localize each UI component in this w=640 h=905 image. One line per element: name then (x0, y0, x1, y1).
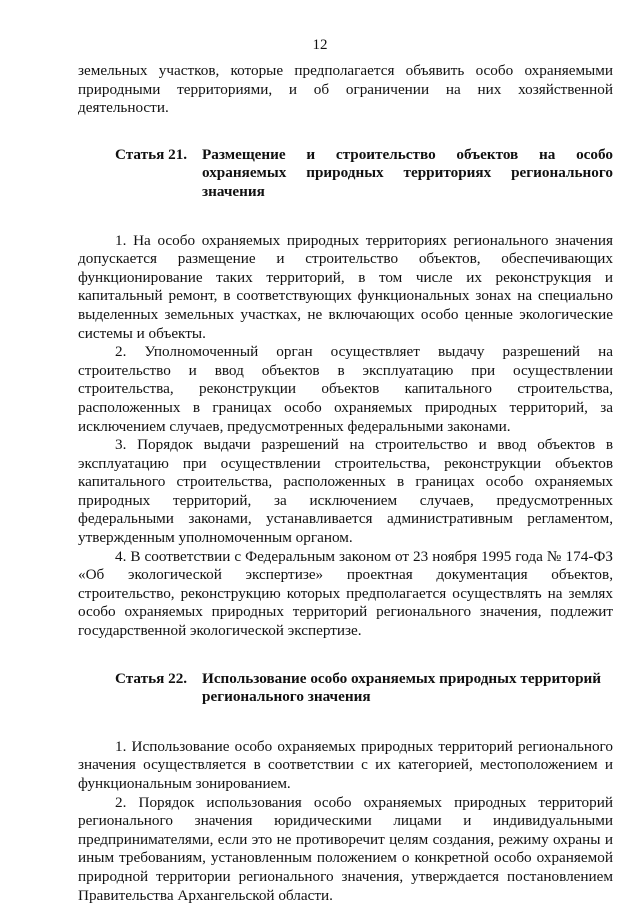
article-21-paragraph-4: 4. В соответствии с Федеральным законом от 23 ноября 1995 года № 174-ФЗ «Об экологической экспертизе» проектная документация объектов, строительство, реконструкцию которых предполагается осуществлять на землях особо охраняемых природных территорий регионального значения, подлежит государственной экологической экспертизе. (78, 547, 613, 640)
continuation-paragraph: земельных участков, которые предполагается объявить особо охраняемыми природными территориями, и об ограничении на них хозяйственной деятельности. (78, 62, 613, 117)
document-body (78, 62, 613, 905)
article-22-paragraph-1: 1. Использование особо охраняемых природных территорий регионального значения осуществляется в соответствии с их категорией, местоположением и функциональным зонированием. (78, 737, 613, 792)
article-21-title: Размещение и строительство объектов на особо охраняемых природных территориях регионального значения (202, 145, 613, 200)
article-22-title: Использование особо охраняемых природных территорий регионального значения (202, 669, 602, 706)
article-21-paragraph-1: 1. На особо охраняемых природных территориях регионального значения допускается размещение и строительство объектов, обеспечивающих функционирование таких территорий, в том числе их реконструкция и капитальный ремонт, в соответствующих функциональных зонах на специально выделенных земельных участках, не включающих особо ценные экологические системы и объекты. (78, 231, 613, 342)
page-number: 12 (312, 37, 328, 53)
article-21-paragraph-3: 3. Порядок выдачи разрешений на строительство и ввод объектов в эксплуатацию при осуществлении строительства, реконструкции объектов капитального строительства, расположенных в границах особо охраняемых природных территорий, за исключением случаев, предусмотренных федеральными законами, устанавливается административным регламентом, утвержденным уполномоченным органом. (78, 436, 613, 547)
article-21-number: Статья 21. (115, 145, 188, 163)
article-21-heading (115, 146, 613, 202)
article-22-paragraph-2: 2. Порядок использования особо охраняемых природных территорий регионального значения юридическими лицами и индивидуальными предпринимателями, если это не противоречит целям создания, режиму охраны и иным требованиям, установленным положением о конкретной особо охраняемой природной территории регионального значения, утверждается постановлением Правительства Архангельской области. (78, 793, 613, 904)
article-22-heading (115, 670, 613, 707)
article-22-number: Статья 22. (115, 669, 188, 687)
article-21-paragraph-2: 2. Уполномоченный орган осуществляет выдачу разрешений на строительство и ввод объектов в эксплуатацию при осуществлении строительства, реконструкции объектов капитального строительства, расположенных в границах особо охраняемых природных территорий, за исключением случаев, предусмотренных федеральными законами. (78, 343, 613, 435)
